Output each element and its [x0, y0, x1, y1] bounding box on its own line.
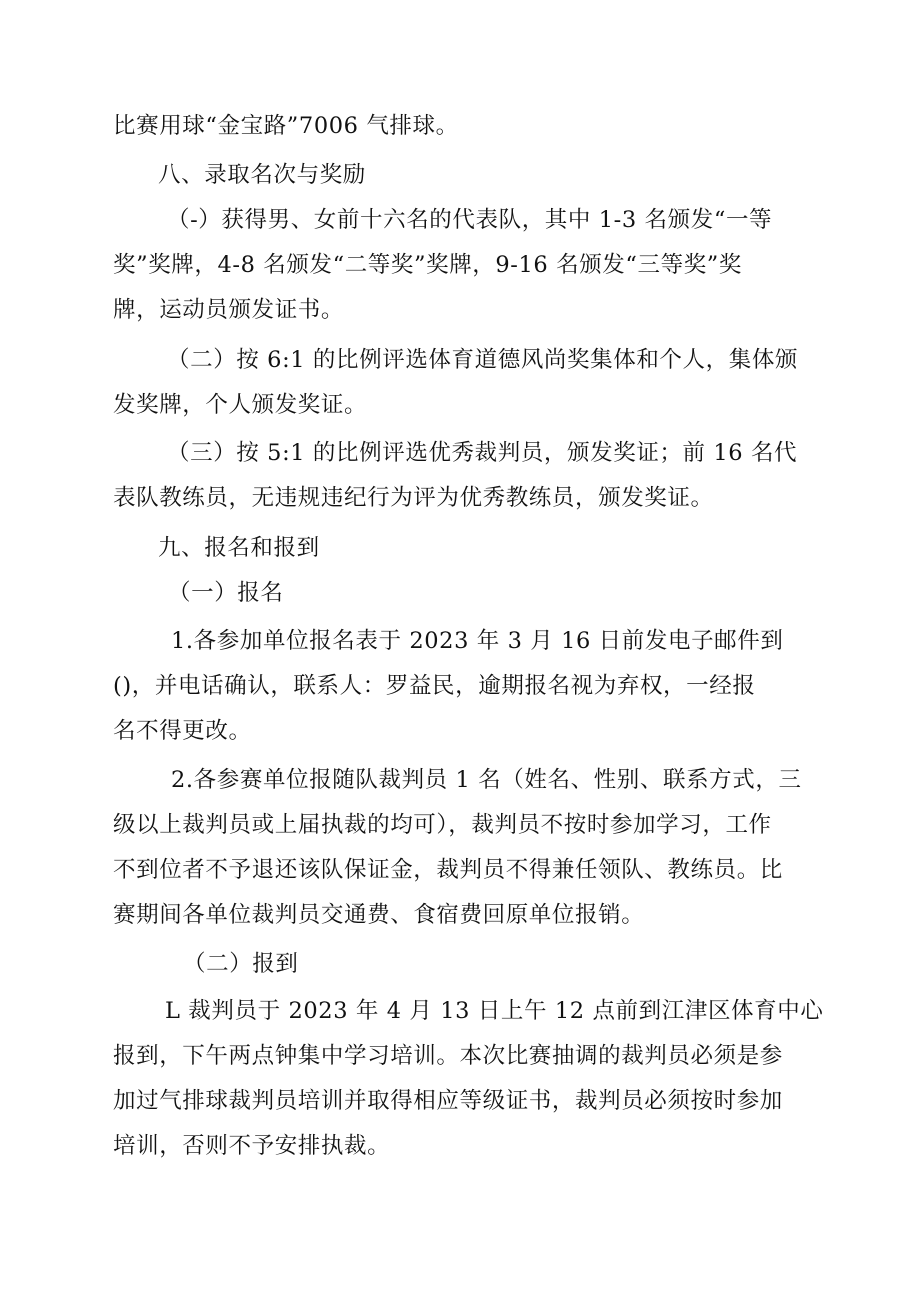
text-line: 1.各参加单位报名表于 2023 年 3 月 16 日前发电子邮件到 — [171, 628, 784, 654]
paragraph-award-1 — [113, 198, 803, 333]
section-heading-registration — [158, 526, 848, 571]
text-line: ()，并电话确认，联系人：罗益民，逾期报名视为弃权，一经报 — [113, 673, 756, 699]
text-line: 发奖牌，个人颁发奖证。 — [113, 392, 368, 418]
text-line: 级以上裁判员或上届执裁的均可），裁判员不按时参加学习，工作 — [113, 812, 772, 838]
text-line: 报到，下午两点钟集中学习培训。本次比赛抽调的裁判员必须是参 — [113, 1043, 783, 1069]
text-line: （-）获得男、女前十六名的代表队，其中 1-3 名颁发“一等 — [167, 207, 773, 233]
text-line: 加过气排球裁判员培训并取得相应等级证书，裁判员必须按时参加 — [113, 1088, 783, 1114]
paragraph-award-3 — [113, 431, 803, 521]
text-line: （一）报名 — [168, 580, 284, 606]
paragraph-signup-2 — [113, 758, 803, 938]
text-line: 不到位者不予退还该队保证金，裁判员不得兼任领队、教练员。比 — [113, 857, 783, 883]
text-line: 比赛用球“金宝路”7006 气排球。 — [113, 113, 459, 139]
text-line: （三）按 5:1 的比例评选优秀裁判员，颁发奖证；前 16 名代 — [167, 440, 798, 466]
text-line: （二）按 6:1 的比例评选体育道德风尚奖集体和个人，集体颁 — [167, 347, 799, 373]
text-line: 培训，否则不予安排执裁。 — [113, 1133, 391, 1159]
text-line: 2.各参赛单位报随队裁判员 1 名（姓名、性别、联系方式，三 — [171, 767, 802, 793]
text-line: 奖”奖牌，4-8 名颁发“二等奖”奖牌，9-16 名颁发“三等奖”奖 — [113, 252, 742, 278]
paragraph-checkin — [113, 989, 824, 1169]
text-line: （二）报到 — [183, 951, 299, 977]
text-line: 名不得更改。 — [113, 718, 252, 744]
text-line: L 裁判员于 2023 年 4 月 13 日上午 12 点前到江津区体育中心 — [165, 998, 824, 1024]
text-line: 表队教练员，无违规违纪行为评为优秀教练员，颁发奖证。 — [113, 485, 714, 511]
section-heading-awards — [158, 153, 848, 198]
paragraph-signup-1 — [113, 619, 803, 754]
text-line: 八、录取名次与奖励 — [158, 162, 366, 188]
text-line: 赛期间各单位裁判员交通费、食宿费回原单位报销。 — [113, 902, 645, 928]
subheading-signup — [168, 571, 858, 616]
subheading-checkin — [183, 942, 873, 987]
text-line: 九、报名和报到 — [158, 535, 320, 561]
text-line: 牌，运动员颁发证书。 — [113, 297, 345, 323]
paragraph-award-2 — [113, 338, 803, 428]
paragraph-ball-spec — [113, 104, 803, 149]
